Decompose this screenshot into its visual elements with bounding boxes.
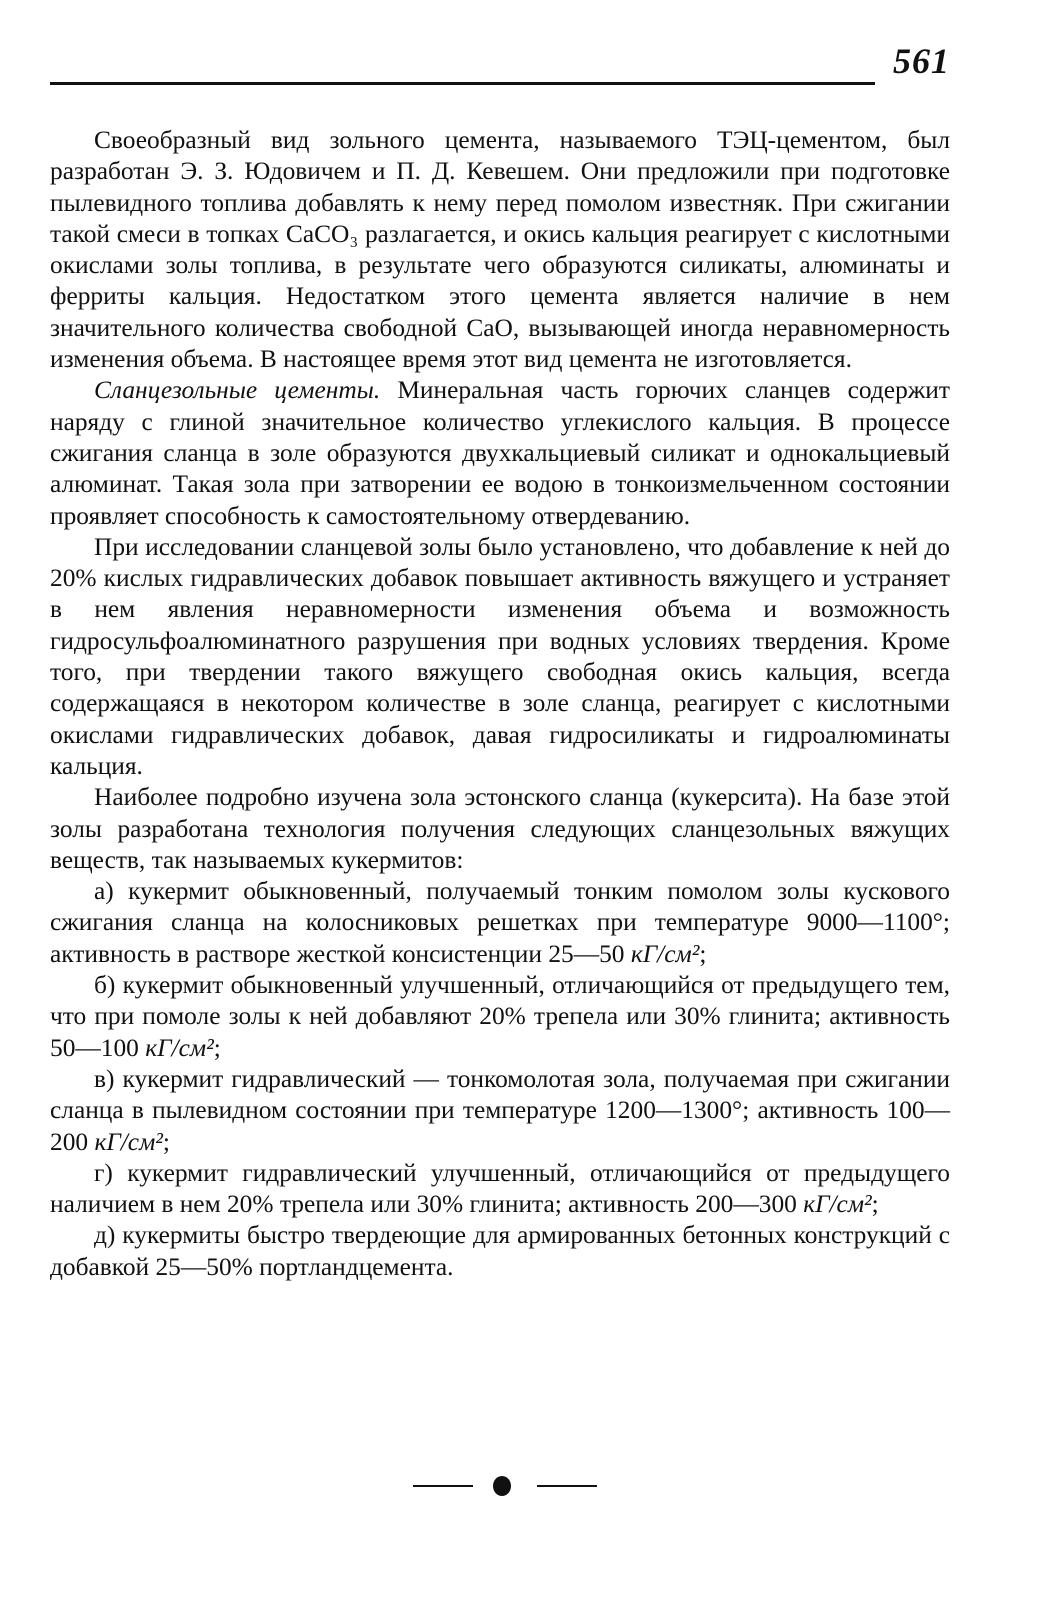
- list-item: [50, 1064, 950, 1158]
- list-item: [50, 1158, 950, 1221]
- paragraph-text: Наиболее подробно изучена зола эстонского сланца (кукерсита). На базе этой золы разработана технология получения следующих сланцезольных вяжущих веществ, так называемых кукермитов:: [50, 783, 950, 874]
- paragraph-text: При исследовании сланцевой золы было установлено, что добавление к ней до 20% кислых гидравлических добавок повышает активность вяжущего и устраняет в нем явления неравномерности изменения объема и возможность гидросульфоалюминатного разрушения при водных условиях твердения. Кроме того, при твердении такого вяжущего свободная окись кальция, всегда содержащаяся в некотором количестве в золе сланца, реагирует с кислотными окислами гидравлических добавок, давая гидросиликаты и гидроалюминаты кальция.: [50, 532, 950, 780]
- paragraph: [50, 782, 950, 876]
- page-number: 561: [893, 41, 950, 81]
- list-item-text: г) кукермит гидравлический улучшенный, отличающийся от предыдущего наличием в нем 20% трепела или 30% глинита; активность 200—300: [50, 1158, 950, 1219]
- list-item-tail: ;: [699, 939, 707, 968]
- body-text: [50, 125, 950, 1283]
- section-lead: Сланцезольные цементы.: [94, 376, 381, 405]
- page-header: [50, 38, 950, 88]
- section-end-ornament: [413, 1476, 603, 1496]
- list-item-text: б) кукермит обыкновенный улучшенный, отличающийся от предыдущего тем, что при помоле золы к ней добавляют 20% трепела или 30% глинита; активность 50—100: [50, 971, 950, 1062]
- list-item: [50, 1220, 950, 1283]
- unit-label: кГ/см²: [94, 1127, 163, 1156]
- list-item-tail: ;: [871, 1190, 879, 1219]
- paragraph: [50, 375, 950, 531]
- paragraph-text: Минеральная часть горючих сланцев содержит наряду с глиной значительное количество углекислого кальция. В процессе сжигания сланца в золе образуются двухкальциевый силикат и однокальциевый алюминат. Такая зола при затворении ее водою в тонкоизмельченном состоянии проявляет способность к самостоятельному отвердеванию.: [50, 376, 950, 530]
- list-item-text: д) кукермиты быстро твердеющие для армированных бетонных конструкций с добавкой 25—50% портландцемента.: [50, 1221, 950, 1281]
- book-page: [50, 0, 950, 1601]
- ornament-line-left: [413, 1485, 473, 1487]
- ornament-line-right: [537, 1485, 597, 1487]
- header-rule: [50, 82, 875, 85]
- paragraph: [50, 532, 950, 782]
- paragraph-text: Своеобразный вид зольного цемента, называемого ТЭЦ-цементом, был разработан Э. З. Юдовичем и П. Д. Кевешем. Они предложили при подготовке пылевидного топлива добавлять к нему перед помолом известняк. При сжигании такой смеси в топках CaCO₃ разлагается, и окись кальция реагирует с кислотными окислами золы топлива, в результате чего образуются силикаты, алюминаты и ферриты кальция. Недостатком этого цемента является наличие в нем значительного количества свободной CaO, вызывающей иногда неравномерность изменения объема. В настоящее время этот вид цемента не изготовляется.: [50, 126, 950, 374]
- list-item: [50, 876, 950, 970]
- list-item-text: а) кукермит обыкновенный, получаемый тонким помолом золы кускового сжигания сланца на колосниковых решетках при температуре 9000—1100°; активность в растворе жесткой консистенции 25—50: [50, 877, 950, 968]
- list-item-tail: ;: [213, 1033, 221, 1062]
- unit-label: кГ/см²: [803, 1190, 872, 1219]
- unit-label: кГ/см²: [630, 939, 700, 968]
- list-item: [50, 970, 950, 1064]
- list-item-tail: ;: [162, 1127, 170, 1156]
- paragraph: [50, 125, 950, 375]
- list-item-text: в) кукермит гидравлический — тонкомолотая зола, получаемая при сжигании сланца в пылевидном состоянии при температуре 1200—1300°; активность 100—200: [50, 1064, 950, 1156]
- ornament-dot: [493, 1476, 511, 1496]
- unit-label: кГ/см²: [145, 1033, 214, 1062]
